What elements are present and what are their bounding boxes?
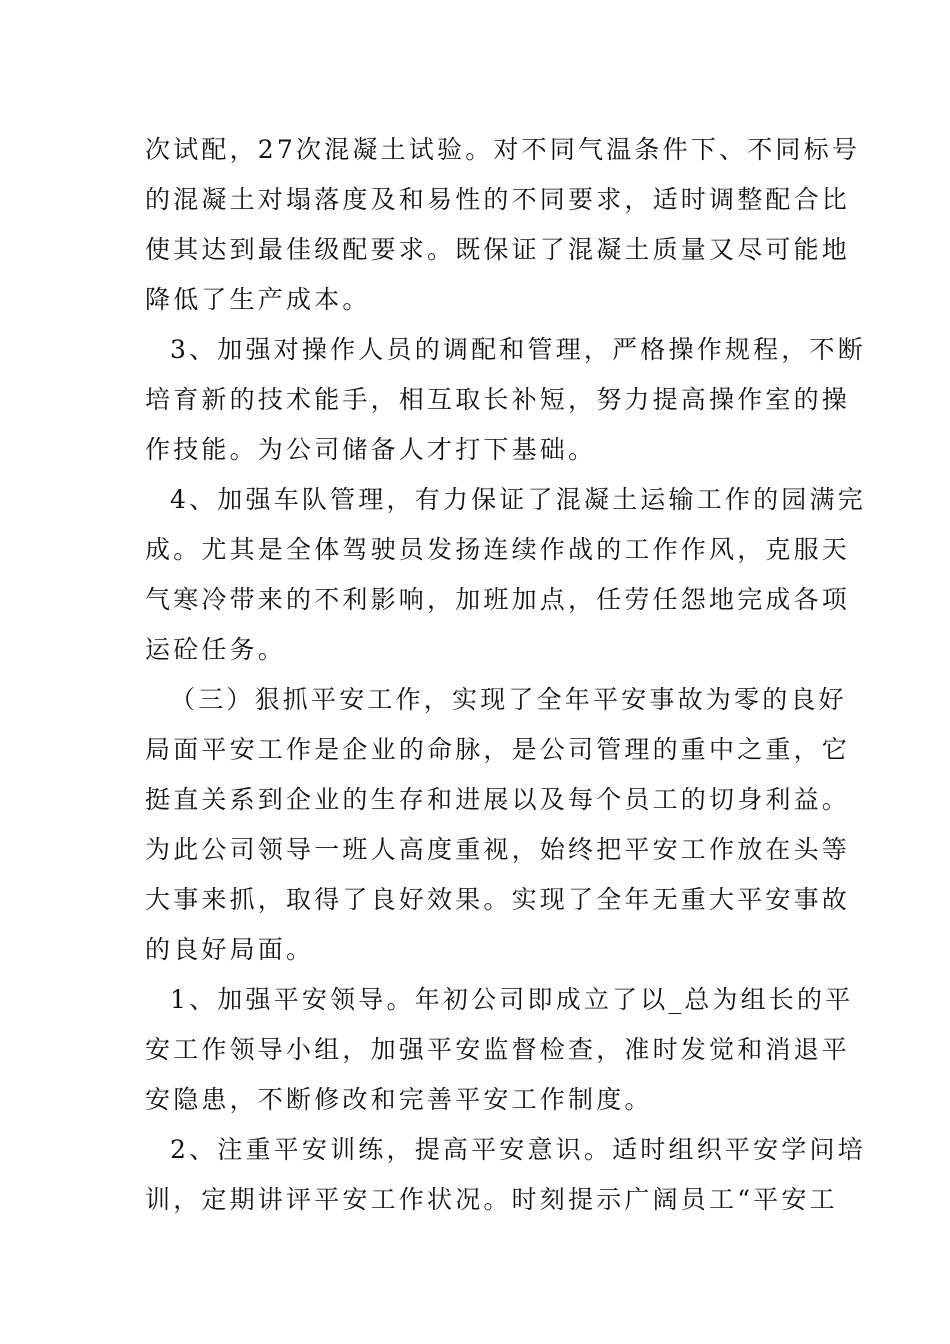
text-line: 成。尤其是全体驾驶员发扬连续作战的工作作风，克服天 [145, 535, 851, 564]
text-line: 作技能。为公司储备人才打下基础。 [145, 435, 597, 464]
text-line: 3、加强对操作人员的调配和管理，严格操作规程，不断 [170, 335, 866, 364]
text-line: 1、加强平安领导。年初公司即成立了以_总为组长的平 [170, 985, 854, 1014]
text-line: 挺直关系到企业的生存和进展以及每个员工的切身利益。 [145, 785, 851, 814]
text-line: 使其达到最佳级配要求。既保证了混凝土质量又尽可能地 [145, 235, 851, 264]
text-line: 训，定期讲评平安工作状况。时刻提示广阔员工“平安工 [145, 1185, 838, 1214]
text-line: 大事来抓，取得了良好效果。实现了全年无重大平安事故 [145, 885, 851, 914]
text-line: 的良好局面。 [145, 935, 315, 964]
text-line: 为此公司领导一班人高度重视，始终把平安工作放在头等 [145, 835, 851, 864]
text-line: 气寒冷带来的不利影响，加班加点，任劳任怨地完成各项 [145, 585, 851, 614]
text-line: 局面平安工作是企业的命脉，是公司管理的重中之重，它 [145, 735, 851, 764]
text-line: 培育新的技术能手，相互取长补短，努力提高操作室的操 [145, 385, 851, 414]
section-heading-line: （三）狠抓平安工作，实现了全年平安事故为零的良好 [170, 685, 847, 714]
text-line: 安工作领导小组，加强平安监督检查，准时发觉和消退平 [145, 1035, 851, 1064]
text-line: 运砼任务。 [145, 635, 287, 664]
text-line: 安隐患，不断修改和完善平安工作制度。 [145, 1085, 653, 1114]
text-line: 次试配，27次混凝土试验。对不同气温条件下、不同标号 [145, 135, 861, 164]
text-line: 降低了生产成本。 [145, 285, 371, 314]
text-line: 的混凝土对塌落度及和易性的不同要求，适时调整配合比 [145, 185, 851, 214]
text-line: 2、注重平安训练，提高平安意识。适时组织平安学问培 [170, 1135, 866, 1164]
text-line: 4、加强车队管理，有力保证了混凝土运输工作的园满完 [170, 485, 866, 514]
